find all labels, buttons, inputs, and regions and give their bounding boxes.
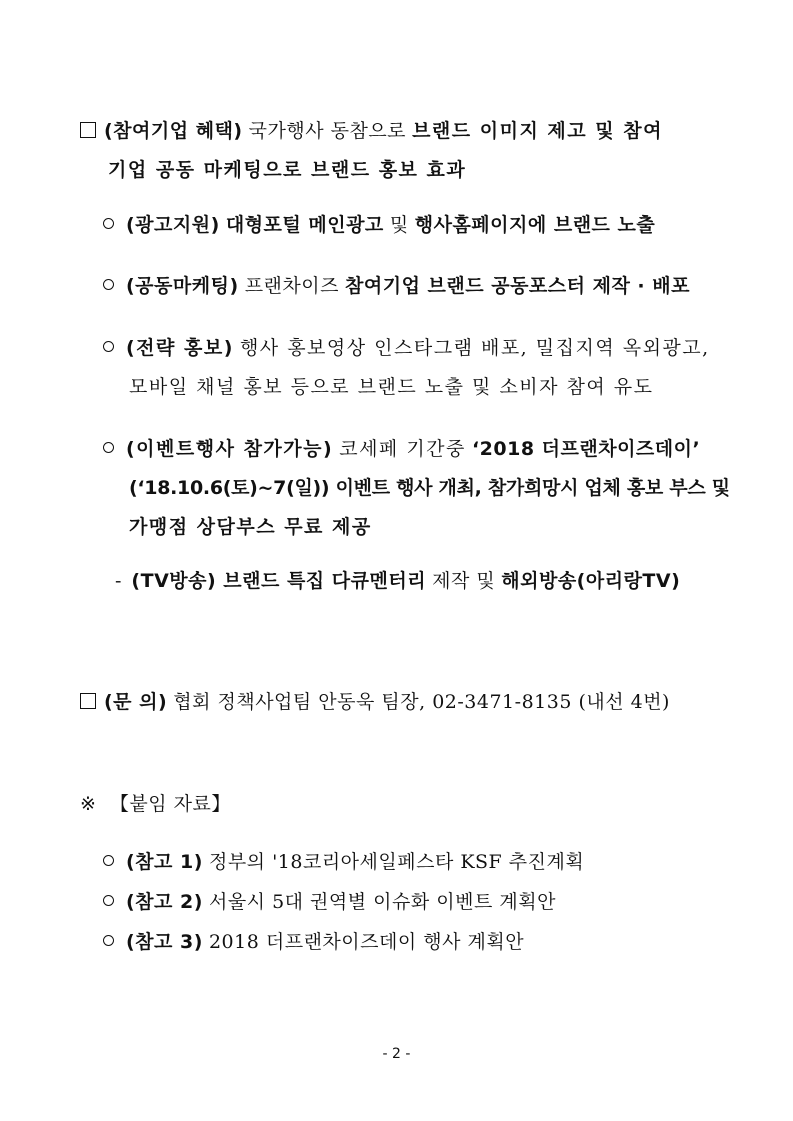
bullet-circle-icon	[103, 895, 114, 906]
checkbox-square-icon	[80, 693, 96, 709]
item-label: (공동마케팅)	[126, 275, 239, 297]
item-text: 및	[389, 214, 409, 236]
reference-label: (참고 3)	[126, 931, 203, 953]
bullet-circle-icon	[103, 279, 114, 290]
list-item-event	[103, 436, 700, 462]
list-item-ad-support	[103, 212, 655, 238]
bullet-circle-icon	[103, 442, 114, 453]
item-text-2: 모바일 채널 홍보 등으로 브랜드 노출 및 소비자 참여 유도	[129, 376, 654, 398]
reference-text: 서울시 5대 권역별 이슈화 이벤트 계획안	[208, 891, 556, 913]
inquiry-label: (문 의)	[104, 691, 168, 713]
sub-item-tv	[115, 568, 680, 594]
benefits-emphasis: 브랜드 이미지 제고 및 참여	[412, 120, 663, 142]
list-item-strategic-promo	[103, 335, 710, 361]
reference-item-1	[103, 849, 584, 875]
item-emphasis-2: 행사홈페이지에 브랜드 노출	[414, 214, 656, 236]
reference-label: (참고 2)	[126, 891, 203, 913]
page-number: - 2 -	[382, 1046, 411, 1062]
item-emphasis: 대형포털 메인광고	[225, 214, 384, 236]
attachments-title: 【붙임 자료】	[109, 793, 231, 815]
item-label: (이벤트행사 참가가능)	[126, 438, 334, 460]
reference-text: 정부의 '18코리아세일페스타 KSF 추진계획	[208, 851, 585, 873]
list-item-event-cont-2	[129, 514, 372, 540]
item-label: (광고지원)	[126, 214, 220, 236]
inquiry-text: 협회 정책사업팀 안동욱 팀장, 02-3471-8135 (내선 4번)	[173, 691, 670, 713]
sub-item-text: 제작 및	[432, 570, 496, 592]
item-emphasis: ‘2018 더프랜차이즈데이’	[471, 438, 701, 460]
sub-item-emphasis-2: 해외방송(아리랑TV)	[501, 570, 681, 592]
reference-label: (참고 1)	[126, 851, 203, 873]
bullet-circle-icon	[103, 218, 114, 229]
sub-item-emphasis: (TV방송) 브랜드 특집 다큐멘터리	[131, 570, 427, 592]
reference-item-2	[103, 889, 556, 915]
item-text: 프랜차이즈	[244, 275, 339, 297]
benefits-heading	[80, 118, 663, 144]
benefits-label: (참여기업 혜택)	[104, 120, 243, 142]
list-item-event-cont	[129, 475, 730, 501]
benefits-text: 국가행사 동참으로	[248, 120, 407, 142]
dash-bullet: -	[115, 570, 122, 592]
benefits-emphasis-2: 기업 공동 마케팅으로 브랜드 홍보 효과	[108, 159, 467, 181]
item-text: 행사 홍보영상 인스타그램 배포, 밀집지역 옥외광고,	[239, 337, 710, 359]
item-emphasis-2: (‘18.10.6(토)~7(일)) 이벤트 행사 개최, 참가희망시 업체 홍보 부스 및	[129, 477, 730, 499]
attachments-heading	[80, 791, 231, 817]
item-emphasis-3: 가맹점 상담부스 무료 제공	[129, 516, 372, 538]
list-item-strategic-promo-cont	[129, 374, 654, 400]
bullet-circle-icon	[103, 855, 114, 866]
reference-text: 2018 더프랜차이즈데이 행사 계획안	[208, 931, 525, 953]
reference-mark-icon: ※	[80, 793, 96, 815]
bullet-circle-icon	[103, 935, 114, 946]
item-emphasis: 참여기업 브랜드 공동포스터 제작 · 배포	[345, 275, 690, 297]
list-item-joint-marketing	[103, 273, 690, 299]
bullet-circle-icon	[103, 341, 114, 352]
checkbox-square-icon	[80, 122, 96, 138]
item-label: (전략 홍보)	[126, 337, 234, 359]
inquiry	[80, 689, 670, 715]
item-text: 코세페 기간중	[339, 438, 466, 460]
reference-item-3	[103, 929, 524, 955]
benefits-continuation	[108, 157, 466, 183]
